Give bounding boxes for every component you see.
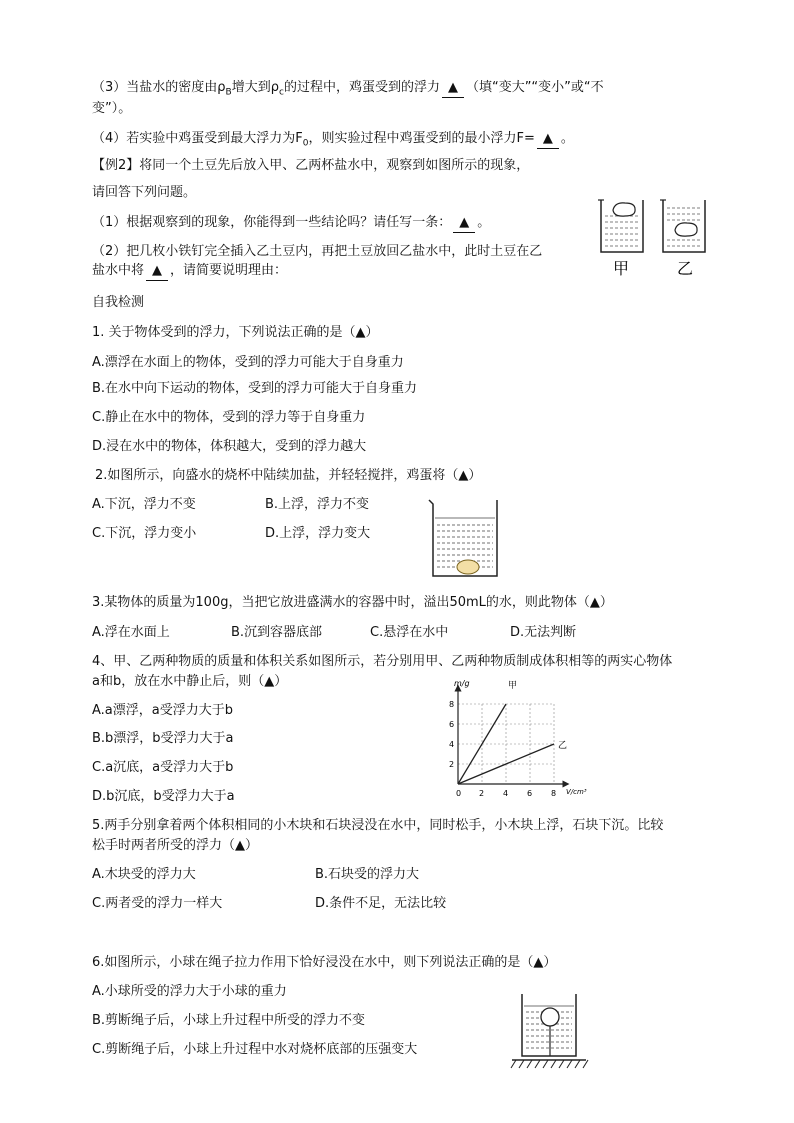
example2-q2-line2: 盐水中将 ▲ ，请简要说明理由： — [92, 262, 287, 281]
mass-volume-graph — [448, 678, 598, 800]
potato-icon — [613, 203, 635, 216]
line-jia-label: 甲 — [508, 681, 518, 691]
q5-option-d[interactable]: D.条件不足，无法比较 — [315, 896, 447, 911]
q4-option-c[interactable]: C.a沉底，a受浮力大于b — [92, 760, 234, 775]
q3-option-c[interactable]: C.悬浮在水中 — [370, 625, 449, 640]
x-tick: 8 — [551, 789, 557, 798]
y-tick: 2 — [449, 760, 455, 769]
q3-stem: 3.某物体的质量为100g，当把它放进盛满水的容器中时，溢出50mL的水，则此物体（▲） — [92, 595, 613, 610]
ball-tether-figure — [510, 990, 590, 1074]
line-yi-label: 乙 — [558, 741, 568, 751]
q2-option-a[interactable]: A.下沉，浮力不变 — [92, 497, 196, 512]
example2-line2: 请回答下列问题。 — [92, 185, 197, 200]
q2-option-c[interactable]: C.下沉，浮力变小 — [92, 526, 197, 541]
example2-line1: 【例2】将同一个土豆先后放入甲、乙两杯盐水中，观察到如图所示的现象， — [92, 158, 530, 173]
example2-q2-line1: （2）把几枚小铁钉完全插入乙土豆内，再把土豆放回乙盐水中，此时土豆在乙 — [92, 244, 543, 259]
q5-option-a[interactable]: A.木块受的浮力大 — [92, 867, 196, 882]
label-jia: 甲 — [613, 259, 630, 278]
q1-option-c[interactable]: C.静止在水中的物体，受到的浮力等于自身重力 — [92, 410, 366, 425]
q6-option-b[interactable]: B.剪断绳子后，小球上升过程中所受的浮力不变 — [92, 1013, 366, 1028]
q5-stem-line2: 松手时两者所受的浮力（▲） — [92, 838, 258, 853]
origin-label: 0 — [456, 789, 462, 798]
q1-option-a[interactable]: A.漂浮在水面上的物体，受到的浮力可能大于自身重力 — [92, 355, 404, 370]
q1-stem: 1. 关于物体受到的浮力，下列说法正确的是（▲） — [92, 325, 379, 340]
egg-beaker-figure — [425, 496, 505, 580]
q2-option-b[interactable]: B.上浮，浮力不变 — [265, 497, 370, 512]
q3-option-a[interactable]: A.浮在水面上 — [92, 625, 170, 640]
beaker-yi — [660, 200, 705, 252]
label-yi: 乙 — [677, 259, 694, 278]
q4-stem-line2: a和b，放在水中静止后，则（▲） — [92, 674, 288, 689]
q2-option-d[interactable]: D.上浮，浮力变大 — [265, 526, 371, 541]
y-tick: 4 — [449, 740, 455, 749]
x-tick: 2 — [479, 789, 485, 798]
y-tick: 6 — [449, 720, 455, 729]
y-tick: 8 — [449, 700, 455, 709]
q5-option-b[interactable]: B.石块受的浮力大 — [315, 867, 420, 882]
potato-icon — [675, 223, 697, 236]
graph-grid — [458, 704, 554, 784]
answer-blank[interactable]: ▲ — [453, 214, 475, 233]
q6-stem: 6.如图所示，小球在绳子拉力作用下恰好浸没在水中，则下列说法正确的是（▲） — [92, 955, 557, 970]
beaker-jia — [598, 200, 643, 252]
q6-option-a[interactable]: A.小球所受的浮力大于小球的重力 — [92, 984, 287, 999]
part3-line1: （3）当盐水的密度由$\rho_B$增大到$\rho_c$的过程中，鸡蛋受到的浮力 ▲ （填“变大”“变小”或“不 — [92, 80, 604, 98]
q1-option-b[interactable]: B.在水中向下运动的物体，受到的浮力可能大于自身重力 — [92, 381, 418, 396]
q4-stem-line1: 4、甲、乙两种物质的质量和体积关系如图所示，若分别用甲、乙两种物质制成体积相等的两实心物体 — [92, 654, 673, 669]
answer-blank[interactable]: ▲ — [537, 130, 559, 149]
x-tick: 6 — [527, 789, 533, 798]
section-title: 自我检测 — [92, 295, 145, 310]
part3-line2: 变”）。 — [92, 101, 132, 116]
q3-option-d[interactable]: D.无法判断 — [510, 625, 577, 640]
y-axis-label: m/g — [454, 679, 470, 688]
potato-beakers-figure — [593, 194, 713, 284]
answer-blank[interactable]: ▲ — [146, 262, 168, 281]
example2-q1: （1）根据观察到的现象，你能得到一些结论吗？请任写一条： ▲ 。 — [92, 214, 490, 233]
q4-option-b[interactable]: B.b漂浮，b受浮力大于a — [92, 731, 234, 746]
ball-icon — [541, 1008, 559, 1026]
q4-option-a[interactable]: A.a漂浮，a受浮力大于b — [92, 703, 233, 718]
q5-stem-line1: 5.两手分别拿着两个体积相同的小木块和石块浸没在水中，同时松手，小木块上浮，石块下沉。比较 — [92, 818, 664, 833]
x-tick: 4 — [503, 789, 509, 798]
q3-option-b[interactable]: B.沉到容器底部 — [231, 625, 323, 640]
q5-option-c[interactable]: C.两者受的浮力一样大 — [92, 896, 223, 911]
q4-option-d[interactable]: D.b沉底，b受浮力大于a — [92, 789, 235, 804]
q6-option-c[interactable]: C.剪断绳子后，小球上升过程中水对烧杯底部的压强变大 — [92, 1042, 418, 1057]
egg-icon — [457, 560, 479, 574]
part4-line: （4）若实验中鸡蛋受到最大浮力为$F_0$，则实验过程中鸡蛋受到的最小浮力F= ▲ 。 — [92, 131, 574, 149]
answer-blank[interactable]: ▲ — [442, 79, 464, 98]
q1-option-d[interactable]: D.浸在水中的物体，体积越大，受到的浮力越大 — [92, 439, 367, 454]
q2-stem: 2.如图所示，向盛水的烧杯中陆续加盐，并轻轻搅拌，鸡蛋将（▲） — [95, 468, 482, 483]
x-axis-label: V/cm³ — [566, 788, 587, 796]
